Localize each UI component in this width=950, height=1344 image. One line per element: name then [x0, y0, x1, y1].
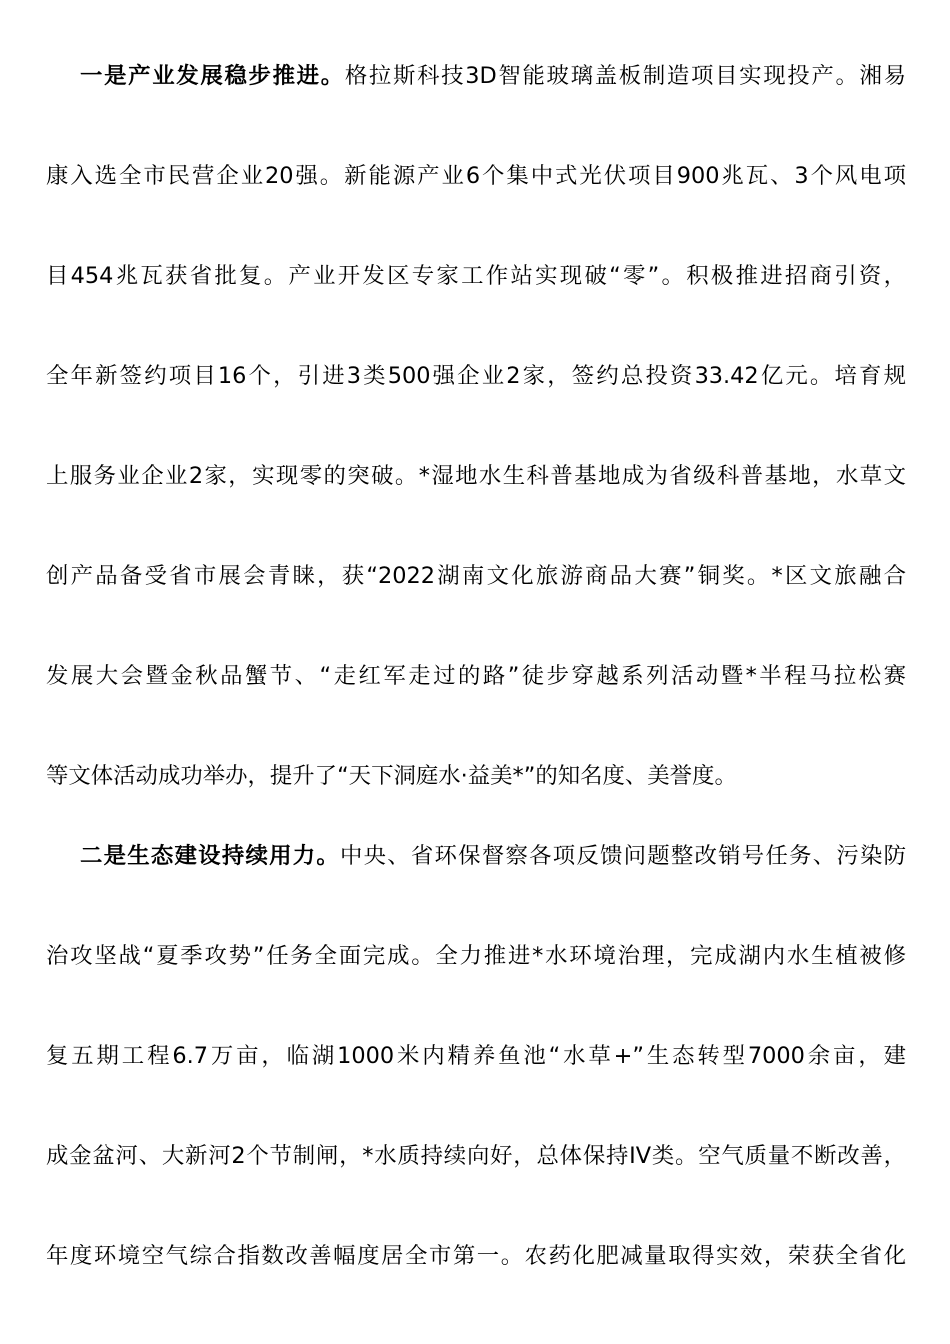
paragraph-2-line-4: 成金盆河、大新河2个节制闸，*水质持续向好，总体保持IV类。空气质量不断改善， [46, 1143, 906, 1169]
paragraph-2-line-3: 复五期工程6.7万亩，临湖1000米内精养鱼池“水草+”生态转型7000余亩，建 [46, 1043, 906, 1069]
paragraph-1-heading: 一是产业发展稳步推进。 [80, 63, 345, 89]
paragraph-1-line-5: 上服务业企业2家，实现零的突破。*湿地水生科普基地成为省级科普基地，水草文 [46, 463, 906, 489]
paragraph-2-line-5: 年度环境空气综合指数改善幅度居全市第一。农药化肥减量取得实效，荣获全省化 [46, 1243, 906, 1269]
paragraph-2-line-2: 治攻坚战“夏季攻势”任务全面完成。全力推进*水环境治理，完成湖内水生植被修 [46, 943, 906, 969]
paragraph-1-text: 格拉斯科技3D智能玻璃盖板制造项目实现投产。湘易 [344, 63, 906, 89]
paragraph-2-line-1 [80, 836, 906, 876]
paragraph-1-line-7: 发展大会暨金秋品蟹节、“走红军走过的路”徒步穿越系列活动暨*半程马拉松赛 [46, 663, 906, 689]
paragraph-1-line-6: 创产品备受省市展会青睐，获“2022湖南文化旅游商品大赛”铜奖。*区文旅融合 [46, 563, 906, 589]
paragraph-1-line-2: 康入选全市民营企业20强。新能源产业6个集中式光伏项目900兆瓦、3个风电项 [46, 163, 906, 189]
paragraph-1-line-8: 等文体活动成功举办，提升了“天下洞庭水·益美*”的知名度、美誉度。 [46, 763, 737, 789]
paragraph-2-text: 中央、省环保督察各项反馈问题整改销号任务、污染防 [340, 843, 906, 869]
paragraph-2-heading: 二是生态建设持续用力。 [80, 843, 340, 869]
paragraph-1-line-1 [80, 56, 906, 96]
paragraph-1-line-3: 目454兆瓦获省批复。产业开发区专家工作站实现破“零”。积极推进招商引资， [46, 263, 906, 289]
paragraph-1-line-4: 全年新签约项目16个，引进3类500强企业2家，签约总投资33.42亿元。培育规 [46, 363, 906, 389]
